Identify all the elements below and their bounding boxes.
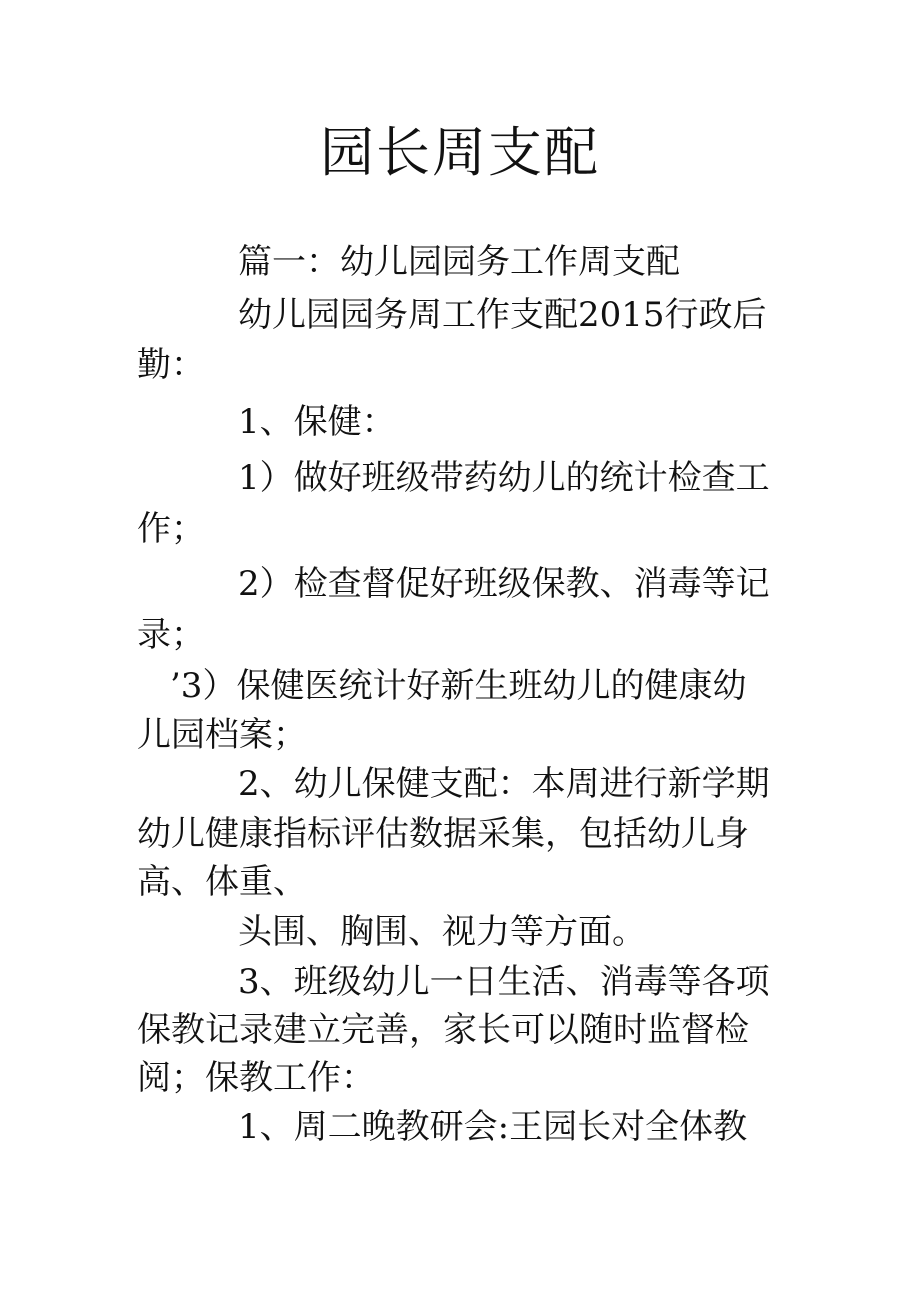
paragraph-line: 作；: [137, 509, 205, 549]
paragraph-line: 头围、胸围、视力等方面。: [238, 912, 646, 952]
paragraph-line: 幼儿健康指标评估数据采集，包括幼儿身: [137, 814, 749, 854]
paragraph-line: 勤：: [137, 345, 205, 385]
paragraph-line: 1、周二晚教研会:王园长对全体教: [238, 1107, 748, 1147]
paragraph-line: 保教记录建立完善，家长可以随时监督检: [137, 1010, 749, 1050]
paragraph-line: 阅；保教工作：: [137, 1058, 375, 1098]
paragraph-line: 1、保健：: [238, 402, 396, 442]
paragraph-line: 高、体重、: [137, 862, 307, 902]
paragraph-line: 3、班级幼儿一日生活、消毒等各项: [238, 962, 770, 1002]
document-title: 园长周支配: [320, 121, 600, 184]
paragraph-line: 幼儿园园务周工作支配2015行政后: [238, 295, 767, 335]
paragraph-line: 儿园档案；: [137, 715, 307, 755]
paragraph-line: 2）检查督促好班级保教、消毒等记: [238, 564, 770, 604]
paragraph-line: 2、幼儿保健支配：本周进行新学期: [238, 764, 770, 804]
paragraph-line: 1）做好班级带药幼儿的统计检查工: [238, 458, 770, 498]
paragraph-line: 录；: [137, 615, 205, 655]
paragraph-line: 篇一：幼儿园园务工作周支配: [238, 242, 680, 282]
paragraph-line: ’3）保健医统计好新生班幼儿的健康幼: [170, 666, 747, 706]
